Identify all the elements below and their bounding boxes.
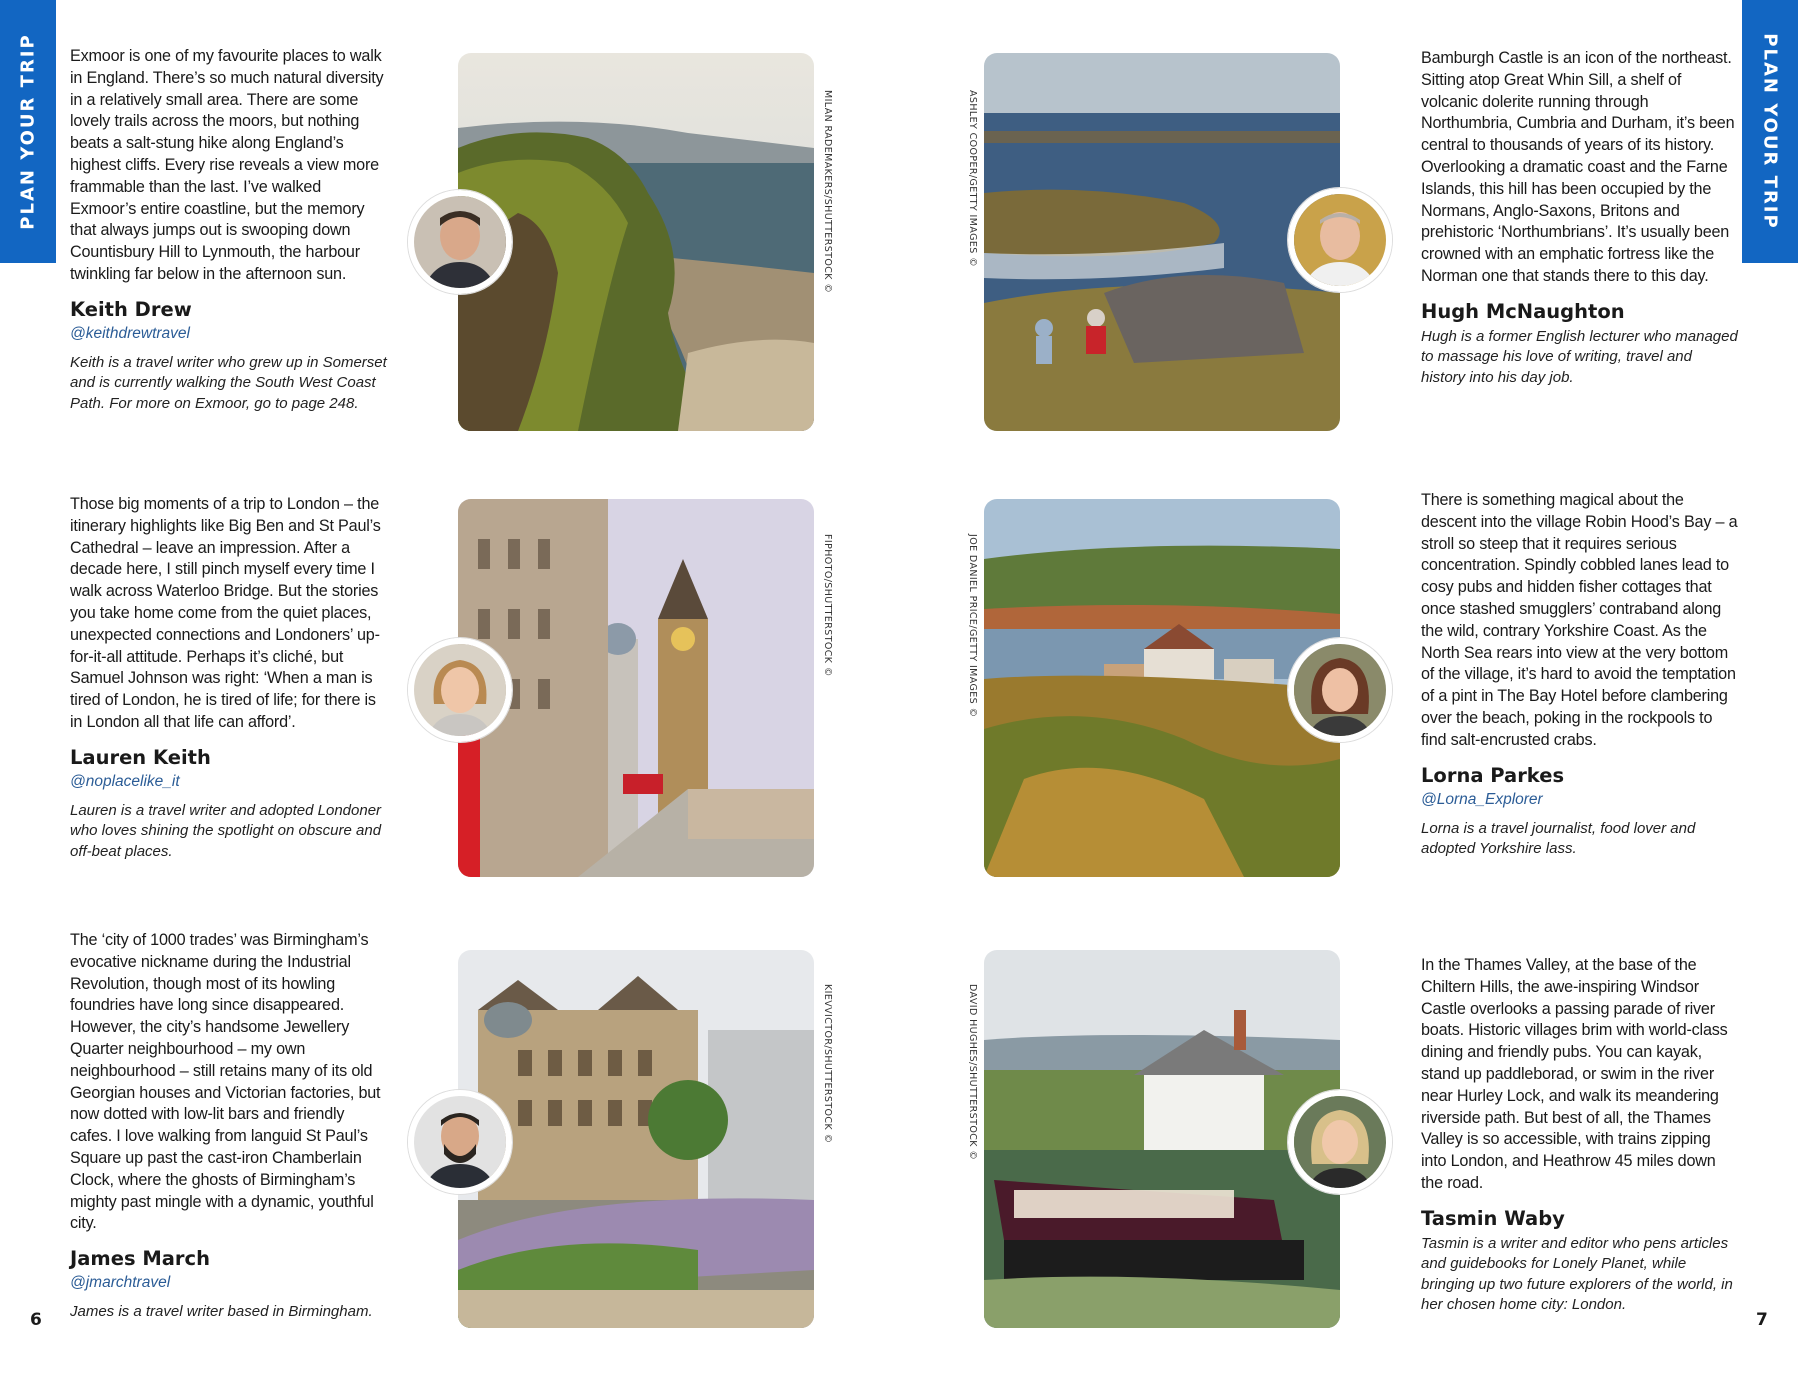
author-bio: James is a travel writer based in Birmingham. (70, 1303, 373, 1321)
author-handle[interactable]: @noplacelike_it (70, 772, 180, 790)
entry-text: Exmoor is one of my favourite places to walk in England. There’s so much natural diversity in a relatively small area. There are some lovely trails across the moors, but nothing beats a salt-stung hike along England’s highest cliffs. Every rise reveals a view more frammable than the last. I’ve walked Exmoor’s entire coastline, but the memory that always jumps out is swooping down Countisbury Hill to Lynmouth, the harbour twinkling far below in the afternoon sun. (70, 47, 384, 283)
author-avatar (408, 1090, 512, 1194)
photo-thames-canal-boat (984, 950, 1340, 1328)
author-entry (70, 46, 388, 414)
author-handle[interactable]: @keithdrewtravel (70, 324, 190, 342)
page-number-left: 6 (30, 1310, 42, 1330)
photo-credit: KIEVVICTOR/SHUTTERSTOCK © (822, 984, 833, 1144)
photo-credit: FIPHOTO/SHUTTERSTOCK © (822, 534, 833, 677)
author-name: Lauren Keith (70, 745, 211, 769)
author-entry (1421, 490, 1739, 860)
side-tab-label: PLAN YOUR TRIP (1759, 33, 1781, 230)
side-tab-left (0, 0, 56, 263)
author-avatar (1288, 188, 1392, 292)
author-avatar (1288, 638, 1392, 742)
author-bio: Lauren is a travel writer and adopted Londoner who loves shining the spotlight on obscure and off-beat places. (70, 801, 382, 860)
photo-robin-hoods-bay (984, 499, 1340, 877)
author-bio: Tasmin is a writer and editor who pens articles and guidebooks for Lonely Planet, while bringing up two future explorers of the world, in her chosen home city: London. (1421, 1234, 1733, 1314)
entry-text: Bamburgh Castle is an icon of the northeast. Sitting atop Great Whin Sill, a shelf of volcanic dolerite running through Northumbria, Cumbria and Durham, it’s been central to thousands of years of its history. Overlooking a dramatic coast and the Farne Islands, this hill has been occupied by the Normans, Anglo-Saxons, Britons and prehistoric ‘Northumbrians’. It’s usually been crowned with an emphatic fortress like the Norman one that stands there to this day. (1421, 49, 1735, 285)
author-handle[interactable]: @jmarchtravel (70, 1274, 171, 1292)
author-name: Keith Drew (70, 297, 192, 321)
author-name: Hugh McNaughton (1421, 299, 1625, 323)
author-avatar (408, 638, 512, 742)
author-entry (70, 930, 388, 1323)
photo-credit: MILAN RADEMAKERS/SHUTTERSTOCK © (822, 90, 833, 294)
page-number-right: 7 (1756, 1310, 1768, 1330)
author-entry (1421, 955, 1739, 1316)
author-bio: Keith is a travel writer who grew up in Somerset and is currently walking the South West Coast Path. For more on Exmoor, go to page 248. (70, 353, 387, 412)
entry-text: Those big moments of a trip to London – the itinerary highlights like Big Ben and St Paul’s Cathedral – leave an impression. After a decade here, I still pinch myself every time I walk across Waterloo Bridge. But the stories you take home come from the quiet places, unexpected connections and Londoners’ up-for-it-all attitude. Perhaps it’s cliché, but Samuel Johnson was right: ‘When a man is tired of London, he is tired of life; for there is in London all that life can afford’. (70, 495, 381, 731)
photo-credit: DAVID HUGHES/SHUTTERSTOCK © (967, 984, 978, 1161)
entry-text: The ‘city of 1000 trades’ was Birmingham’s evocative nickname during the Industrial Revolution, though most of its howling foundries have long since disappeared. However, the city’s handsome Jewellery Quarter neighbourhood – my own neighbourhood – still retains many of its old Georgian houses and Victorian factories, but now dotted with low-lit bars and friendly cafes. I love walking from languid St Paul’s Square up past the cast-iron Chamberlain Clock, where the ghosts of Birmingham’s mighty past mingle with a dynamic, youthful city. (70, 931, 381, 1233)
author-name: Tasmin Waby (1421, 1206, 1565, 1230)
side-tab-label: PLAN YOUR TRIP (17, 33, 39, 230)
photo-northumberland-coast (984, 53, 1340, 431)
author-bio: Lorna is a travel journalist, food lover and adopted Yorkshire lass. (1421, 819, 1696, 858)
author-bio: Hugh is a former English lecturer who managed to massage his love of writing, travel and history into his day job. (1421, 327, 1738, 386)
author-avatar (1288, 1090, 1392, 1194)
side-tab-right (1742, 0, 1798, 263)
entry-text: In the Thames Valley, at the base of the Chiltern Hills, the awe-inspiring Windsor Castle overlooks a passing parade of river boats. Historic villages brim with world-class dining and friendly pubs. You can kayak, stand up paddleborad, or swim in the river near Hurley Lock, and walk its meandering riverside path. But best of all, the Thames Valley is so accessible, with trains zipping into London, and Heathrow 45 miles down the road. (1421, 956, 1728, 1192)
author-avatar (408, 190, 512, 294)
author-handle[interactable]: @Lorna_Explorer (1421, 790, 1543, 808)
entry-text: There is something magical about the descent into the village Robin Hood’s Bay – a stroll so steep that it requires serious concentration. Spindly cobbled lanes lead to cosy pubs and hidden fisher cottages that once stashed smugglers’ contraband along the wild, contrary Yorkshire Coast. As the North Sea rears into view at the very bottom of the village, it’s hard to avoid the temptation of a pint in The Bay Hotel before clambering over the beach, poking in the rockpools to find salt-encrusted crabs. (1421, 491, 1738, 749)
author-name: Lorna Parkes (1421, 763, 1565, 787)
author-name: James March (70, 1247, 210, 1271)
author-entry (70, 494, 388, 862)
photo-credit: ASHLEY COOPER/GETTY IMAGES © (967, 90, 978, 267)
photo-credit: JOE DANIEL PRICE/GETTY IMAGES © (967, 534, 978, 718)
author-entry (1421, 48, 1739, 388)
